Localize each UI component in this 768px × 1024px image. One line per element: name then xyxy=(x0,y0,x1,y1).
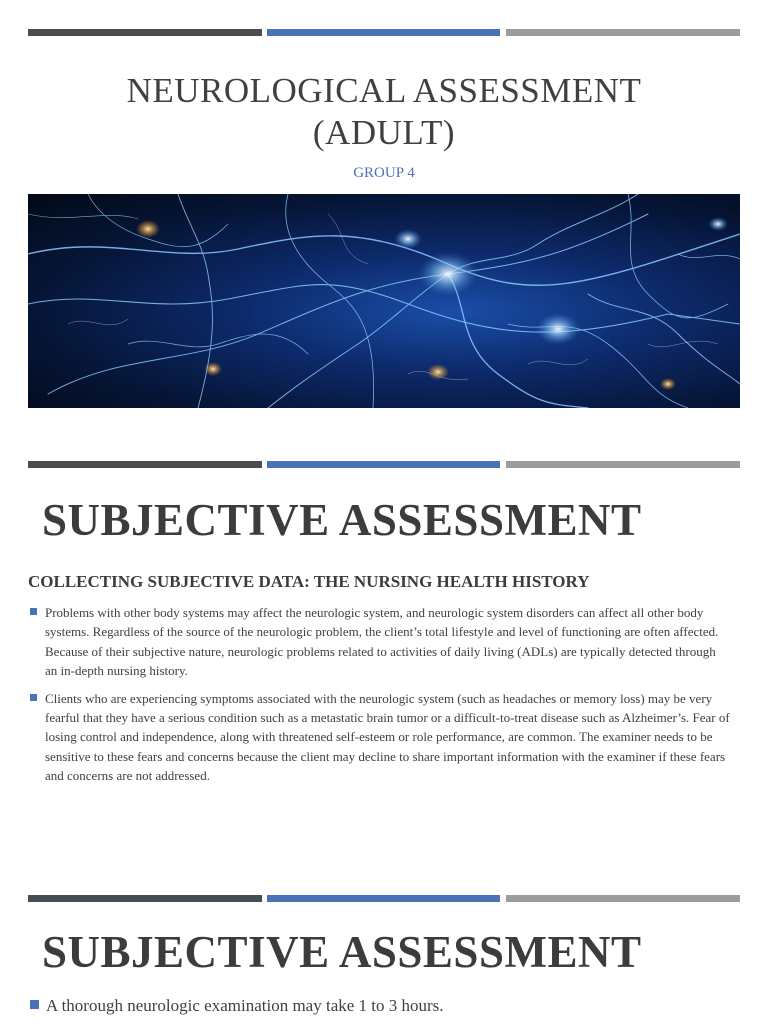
bullet-text: Problems with other body systems may affect the neurologic system, and neurologic system disorders can affect all other body systems. Regardless of the source of the neurologic problem, the client’s total lifestyle and level of functioning are often affected. Because of their subjective nature, neurologic problems related to activities of daily living (ADLs) are typically detected through an in-depth nursing history. xyxy=(45,605,719,679)
slide1-subtitle: GROUP 4 xyxy=(353,165,415,181)
slide1-accent-bars xyxy=(28,29,740,36)
accent-bar-gray xyxy=(506,895,740,902)
accent-bar-dark xyxy=(28,29,262,36)
square-bullet-icon xyxy=(30,694,37,701)
list-item xyxy=(28,603,730,681)
slide3-bullet xyxy=(28,996,444,1016)
accent-bar-gray xyxy=(506,29,740,36)
accent-bar-blue xyxy=(267,461,500,468)
bullet-text: A thorough neurologic examination may take 1 to 3 hours. xyxy=(46,996,444,1015)
accent-bar-blue xyxy=(267,29,500,36)
slide2-bullet-list xyxy=(28,603,730,794)
slide3-accent-bars xyxy=(28,895,740,902)
square-bullet-icon xyxy=(30,608,37,615)
neuron-network-graphic xyxy=(28,194,740,408)
slide2-accent-bars xyxy=(28,461,740,468)
neuron-network-image xyxy=(28,194,740,408)
accent-bar-dark xyxy=(28,895,262,902)
accent-bar-blue xyxy=(267,895,500,902)
slide1-title xyxy=(28,70,740,154)
slide2-title: SUBJECTIVE ASSESSMENT xyxy=(42,495,642,545)
accent-bar-dark xyxy=(28,461,262,468)
slide1-title-line1: NEUROLOGICAL ASSESSMENT xyxy=(126,71,642,110)
slide3-title: SUBJECTIVE ASSESSMENT xyxy=(42,927,642,977)
square-bullet-icon xyxy=(30,1000,39,1009)
slide2-subtitle: COLLECTING SUBJECTIVE DATA: THE NURSING HEALTH HISTORY xyxy=(28,572,590,591)
list-item xyxy=(28,689,730,786)
slide1-title-line2: (ADULT) xyxy=(312,113,456,152)
bullet-text: Clients who are experiencing symptoms associated with the neurologic system (such as headaches or memory loss) may be very fearful that they have a serious condition such as a metastatic brain tumor or a difficult-to-treat disease such as Alzheimer’s. Fear of losing control and independence, along with threatened self-esteem or role performance, are common. The examiner needs to be sensitive to these fears and concerns because the client may decline to share important information with the examiner if these fears and concerns are not addressed. xyxy=(45,690,730,784)
accent-bar-gray xyxy=(506,461,740,468)
